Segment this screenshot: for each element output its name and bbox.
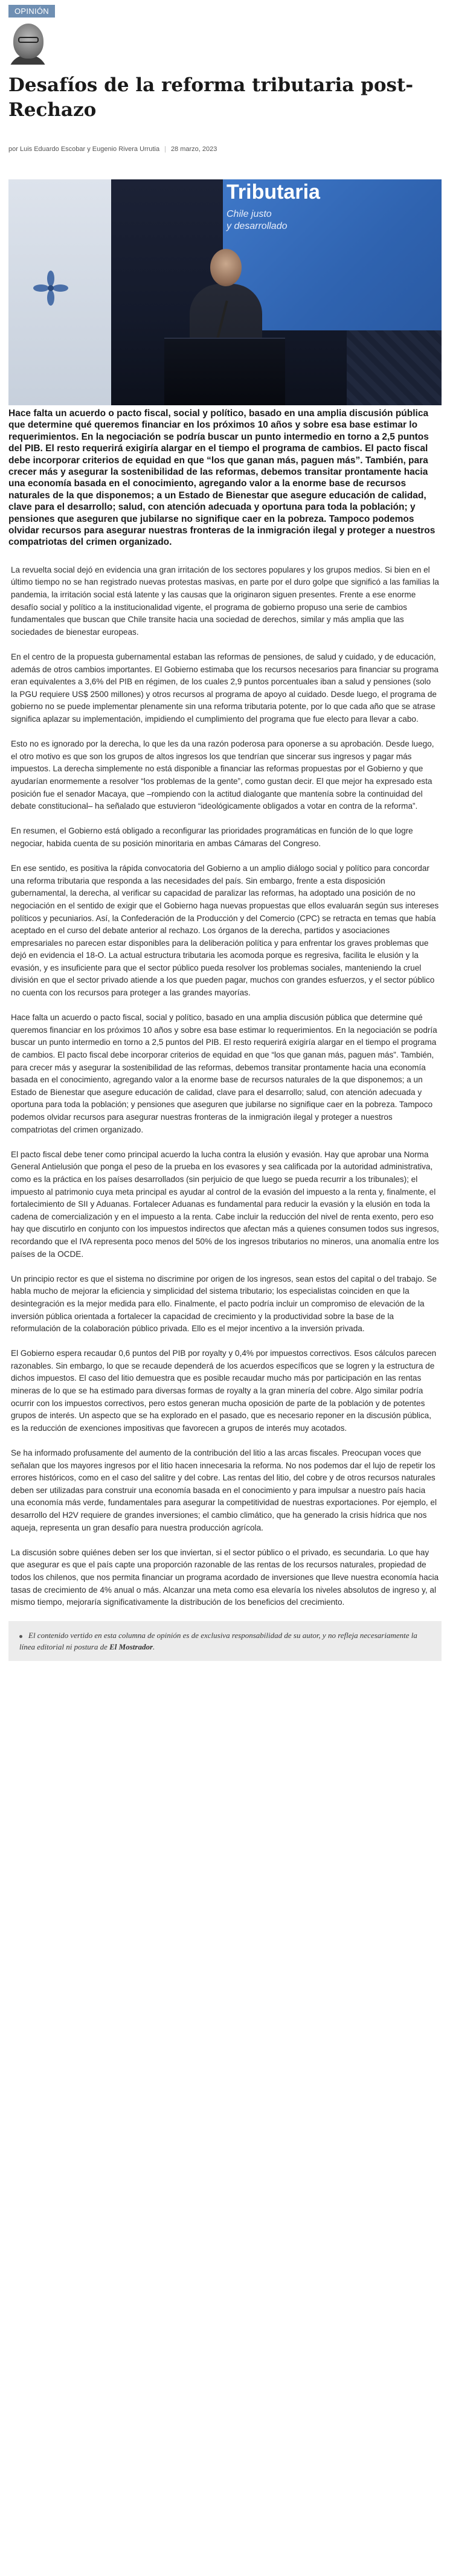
- paragraph: El Gobierno espera recaudar 0,6 puntos del PIB por royalty y 0,4% por impuestos correctivos. Esos cálculos parecen razonables. Sin embargo, lo que se recaude dependerá de los acuerdos específicos que se logren y la estructura de dichos impuestos. El caso del litio demuestra que es posible recaudar mucho más por participación en las rentas mineras de lo que se ha estimado para diversas formas de royalty a la gran minería del cobre. Algo similar podría ocurrir con los impuestos correctivos, pero estos generan mucha oposición de parte de la población y de potentes grupos de interés. Un aspecto que se ha explorado en el pasado, que es necesario reponer en la discusión pública, es la reducción de exenciones impositivas que favorecen a grupos de interés muy acotados.: [11, 1349, 437, 1433]
- paragraph: La discusión sobre quiénes deben ser los que inviertan, si el sector público o el privado, es secundaria. Lo que hay que asegurar es que el país capte una proporción razonable de las rentas de los recursos naturales, propiedad de todos los chilenos, que nos permita financiar un programa acordado de inversiones que lleve nuestra economía hacia tasas de crecimiento de 4% anual o más. Alcanzar una meta como esa elevaría los niveles absolutos de ingreso y, al mismo tiempo, mejoraría significativamente la distribución de los beneficios del crecimiento.: [11, 1547, 439, 1607]
- paragraph: En el centro de la propuesta gubernamental estaban las reformas de pensiones, de salud y cuidado, y de educación, además de otros cambios importantes. El Gobierno estimaba que los recursos necesarios para financiar su programa eran equivalentes a 3,6% del PIB en régimen, de los cuales 2,9 puntos porcentuales iban a salud y pensiones (solo la PGU requiere US$ 2500 millones) y otros recursos al programa de apoyo al cuidado. Desde luego, el programa de gobierno no se puede implementar plenamente sin una reforma tributaria potente, por lo que cada año que se atrase significa aplazar su implementación, impidiendo el cumplimiento del programa que fue electo para llevar a cabo.: [11, 652, 439, 724]
- paragraph: Se ha informado profusamente del aumento de la contribución del litio a las arcas fiscales. Preocupan voces que señalan que los mayores ingresos por el litio hacen innecesaria la reforma. No nos podemos dar el lujo de repetir los errores históricos, como en el caso del salitre y del cobre. Las rentas del litio, del cobre y de otros recursos naturales deben ser utilizadas para construir una economía basada en el conocimiento y para impulsar a nuestro país hacia una economía más verde, fundamentales para asegurar la competitividad de nuestras exportaciones. Por ejemplo, el desarrollo del H2V requiere de grandes inversiones; el cambio climático, que ha generado la crisis hídrica que nos aqueja, representa un gran desafío para nuestra producción agrícola.: [11, 1448, 437, 1532]
- disclaimer-brand: El Mostrador: [109, 1642, 153, 1652]
- article-photo: [8, 179, 442, 405]
- paragraph: En resumen, el Gobierno está obligado a reconfigurar las prioridades programáticas en función de lo que logre negociar, habida cuenta de su posición minoritaria en ambas Cámaras del Congreso.: [11, 826, 413, 848]
- banner-subtitle: Chile justo y desarrollado: [227, 209, 288, 231]
- paragraph: La revuelta social dejó en evidencia una gran irritación de los sectores populares y los grupos medios. Si bien en el último tiempo no se han registrado nuevas protestas masivas, en parte por el duro golpe que significó a las familias la pandemia, la irritación social está latente y las causas que la originaron siguen presentes. Frente a ese enorme desafío social y político a la institucionalidad vigente, el programa de gobierno propuso una serie de cambios fundamentales que buscan que Chile transite hacia una sociedad de derechos, similar y más amplia que las sociedades de bienestar europeas.: [11, 565, 439, 637]
- paragraph: Hace falta un acuerdo o pacto fiscal, social y político, basado en una amplia discusión pública que determine qué queremos financiar en los próximos 10 años y sobre esa base estimar lo requerimientos. En la negociación se podría buscar un punto intermedio en torno a 2,5 puntos del PIB. El resto requerirá exigiría alargar en el tiempo el programa de cambios. El pacto fiscal debe incorporar criterios de equidad en que “los que ganan más, paguen más”. También, para crecer más y asegurar la sostenibilidad de las reformas, debemos transitar prontamente hacia una economía basada en el conocimiento, agregando valor a la enorme base de recursos naturales de la que disponemos; a un Estado de Bienestar que asegure educación de calidad, clave para el desarrollo; salud, con atención adecuada y oportuna para toda la población; y pensiones que aseguren que jubilarse no signifique caer en la pobreza. Tampoco podemos olvidar recursos para asegurar nuestras fronteras de la inmigración ilegal y proteger a nuestros compatriotas del crimen organizado.: [11, 1013, 437, 1134]
- photo-background-pattern: [347, 330, 442, 405]
- author-avatar: [8, 21, 47, 65]
- bullet-icon: [19, 1635, 22, 1638]
- section-badge[interactable]: OPINIÓN: [8, 5, 55, 18]
- opinion-disclaimer: El contenido vertido en esta columna de opinión es de exclusiva responsabilidad de su autor, y no refleja necesariamente la línea editorial ni postura de El Mostrador.: [8, 1621, 442, 1661]
- paragraph: Esto no es ignorado por la derecha, lo que les da una razón poderosa para oponerse a su aprobación. Desde luego, el otro motivo es que son los grupos de altos ingresos los que tendrían que sincerar sus ingresos y pagar más impuestos. La derecha simplemente no está disponible a financiar las reformas propuestas por el Gobierno y que ayudarían enormemente a resolver “los problemas de la gente”, como gustan decir. El que mejor ha expresado esta posición fue el senador Macaya, que –rompiendo con la actitud dialogante que mantenía sobre la continuidad del debate constitucional– ha señalado que estuvieron “ideológicamente obligados a votar en contra de la reforma”.: [11, 739, 434, 811]
- logo-flower-icon: [33, 270, 69, 306]
- publish-date: 28 marzo, 2023: [170, 146, 217, 153]
- article-meta: por Luis Eduardo Escobar y Eugenio Rivera Urrutia | 28 marzo, 2023: [8, 146, 217, 153]
- paragraph: En ese sentido, es positiva la rápida convocatoria del Gobierno a un amplio diálogo social y político para concordar una reforma tributaria que responda a las necesidades del país. Sin embargo, frente a esta disposición gubernamental, la derecha, al verificar su capacidad de paralizar las reformas, ha adoptado una posición de no negociación en el sentido de exigir que el Gobierno haga nuevas propuestas que ellos evaluarán según sus intereses políticos y pecuniarios. Así, la Confederación de la Producción y del Comercio (CPC) se retracta en temas que había aceptado en el curso del debate anterior al rechazo. Los órganos de la derecha, partidos y asociaciones empresariales no parecen estar disponibles para la deliberación política y para enfrentar los graves problemas que dejó en evidencia el 18-O. La actual estructura tributaria les acomoda porque es regresiva, facilita le elusión y la evasión, y es insuficiente para que el sector público pueda resolver los problemas sociales, manteniendo la cruel división en que el sector privado atiende a los que pueden pagar, muchos con grandes esfuerzos, y el sector público no cuenta con los recursos para proteger a las grandes mayorías.: [11, 864, 439, 998]
- article-lead: Hace falta un acuerdo o pacto fiscal, social y político, basado en una amplia discusión pública que determine qué queremos financiar en los próximos 10 años y sobre esa base estimar lo requerimientos. En la negociación se podría buscar un punto intermedio en torno a 2,5 puntos del PIB. El resto requerirá exigiría alargar en el tiempo el programa de cambios. El pacto fiscal debe incorporar criterios de equidad en que “los que ganan más, paguen más”. También, para crecer más y asegurar la sostenibilidad de las reformas, debemos transitar prontamente hacia una economía basada en el conocimiento, agregando valor a la enorme base de recursos naturales de la que disponemos; a un Estado de Bienestar que asegure educación de calidad, clave para el desarrollo; salud, con atención adecuada y oportuna para toda la población; y pensiones que aseguren que jubilarse no signifique caer en la pobreza. Tampoco podemos olvidar recursos para asegurar nuestras fronteras de la inmigración ilegal y proteger a nuestros compatriotas del crimen organizado.: [8, 408, 436, 548]
- banner-title: Tributaria: [227, 181, 320, 204]
- byline[interactable]: por Luis Eduardo Escobar y Eugenio Rivera Urrutia: [8, 146, 160, 153]
- disclaimer-text: El contenido vertido en esta columna de opinión es de exclusiva responsabilidad de su autor, y no refleja necesariamente la línea editorial ni postura de: [19, 1631, 417, 1652]
- paragraph: Un principio rector es que el sistema no discrimine por origen de los ingresos, sean estos del capital o del trabajo. Se habla mucho de mejorar la eficiencia y simplicidad del sistema tributario; los especialistas coinciden en que la desintegración es la mejor medida para ello. Finalmente, el pacto podría incluir un compromiso de elevación de la inversión pública orientada a fortalecer la capacidad de crecimiento y la productividad sobre la base de la reformulación de la colaboración público privada. Ello es el mejor incentivo a la inversión privada.: [11, 1274, 437, 1334]
- podium: [164, 338, 285, 405]
- article-title: Desafíos de la reforma tributaria post-Rechazo: [8, 74, 414, 121]
- paragraph: El pacto fiscal debe tener como principal acuerdo la lucha contra la elusión y evasión. Hay que aprobar una Norma General Antielusión que ponga el peso de la prueba en los evasores y sea calificada por la autoridad administrativa, como es la práctica en los países desarrollados (sin perjuicio de que luego se pueda recurrir a los tribunales); el impuesto al patrimonio cuya meta principal es ayudar al control de la evasión del impuesto a la renta y, finalmente, el fortalecimiento de SII y Aduanas. Fortalecer Aduanas es fundamental para reducir la evasión y la elusión en toda la cadena de comercialización y en el impuesto a la renta. Cabe incluir la reducción del nivel de renta exento, pero eso hay que discutirlo en conjunto con los impuestos indirectos que afectan más a quienes consumen todos sus ingresos, recordando que el IVA representa poco menos del 50% de los ingresos tributarios no mineros, una anomalía entre los países de la OCDE.: [11, 1149, 439, 1259]
- article-body: [8, 564, 442, 1609]
